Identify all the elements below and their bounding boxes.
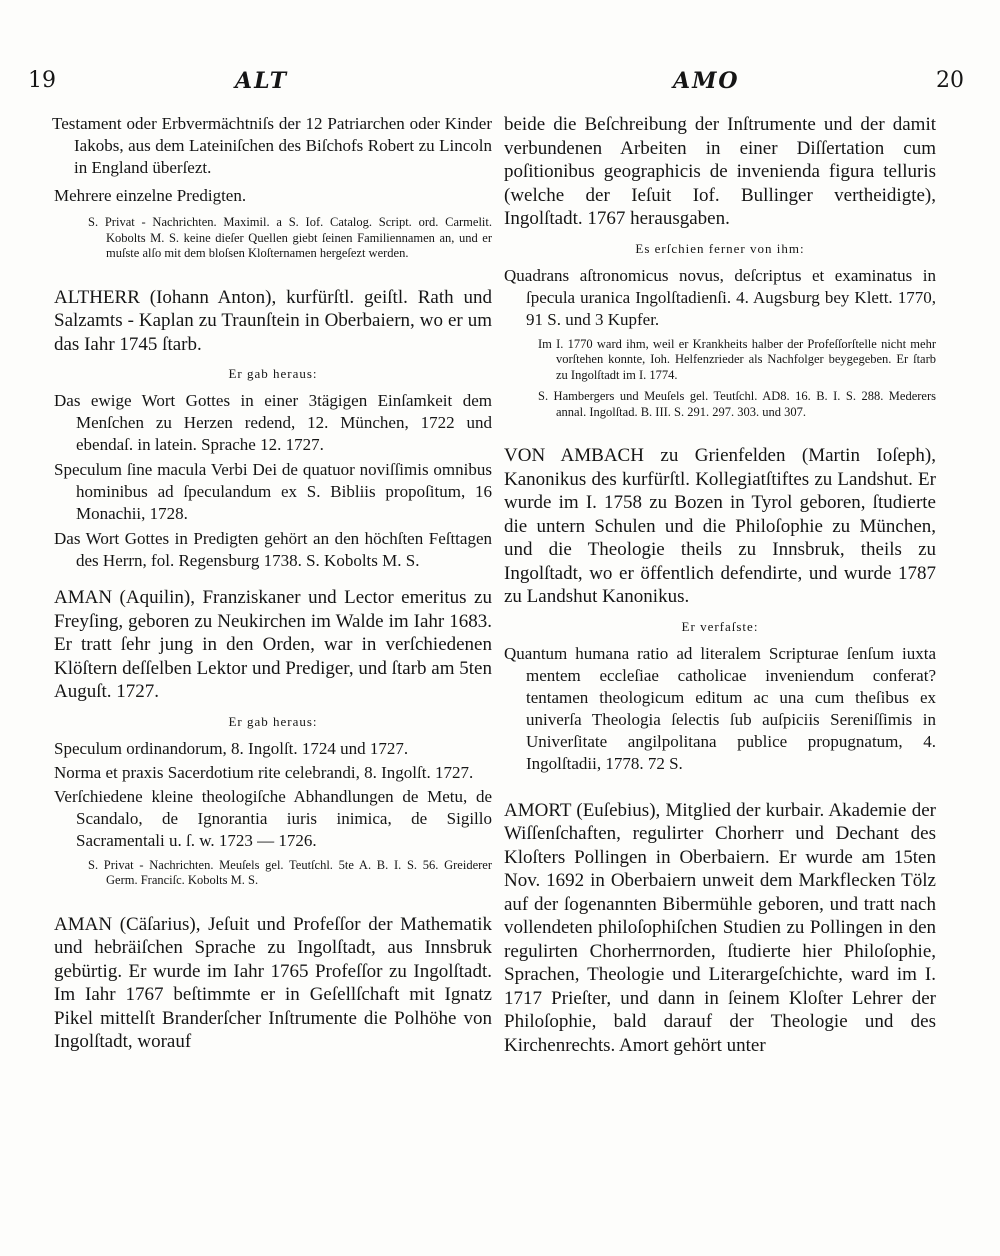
work-item: Quantum humana ratio ad literalem Scripturae ſenſum iuxta mentem eccleſiae catholicae inveniendum conferat? tentamen theologicum editum ac una cum theſibus ex univerſa Theologia ſelectis ſub auſpiciis Sereniſſimis in Univerſitate angilpolitana publice propugnatum, 4. Ingolſtadii, 1778. 72 S.: [504, 643, 936, 773]
work-item: Quadrans aſtronomicus novus, deſcriptus et examinatus in ſpecula uranica Ingolſtadienſi. 4. Augsburg bey Klett. 1770, 91 S. und 3 Kupfer.: [504, 265, 936, 329]
entry-text: (Iohann Anton), kurfürſtl. geiſtl. Rath und Salzamts - Kaplan zu Traunſtein in Oberbaiern, wo er um das Iahr 1745 ſtarb.: [54, 286, 492, 355]
work-item: Speculum ſine macula Verbi Dei de quatuor noviſſimis omnibus hominibus ad ſpeculandum ex S. Bibliis propoſitum, 16 Monachii, 1728.: [54, 460, 492, 523]
work-item: Mehrere einzelne Predigten.: [54, 186, 247, 205]
work-item: Das Wort Gottes in Predigten gehört an den höchſten Feſttagen des Herrn, fol. Regensburg 1738. S. Kobolts M. S.: [54, 529, 492, 570]
entry-amort: [504, 799, 936, 1058]
entry-name: ALTHERR: [54, 286, 140, 308]
entry-name: VON AMBACH: [504, 445, 644, 466]
source-note: S. Hambergers und Meuſels gel. Teutſchl. AD8. 16. B. I. S. 288. Mederers annal. Ingolſtad. B. III. S. 291. 297. 303. und 307.: [538, 389, 936, 419]
section-caption: Es erſchien ferner von ihm:: [635, 240, 805, 256]
source-note: S. Privat - Nachrichten. Maximil. a S. Iof. Catalog. Script. ord. Carmelit. Kobolts M. S. keine dieſer Quellen giebt ſeinen Familiennamen an, und er muſste alſo mit dem bloſsen Kloſternamen hergeſezt werden.: [88, 215, 492, 260]
section-caption: Er gab heraus:: [228, 366, 318, 381]
entry-aman-aquilin: [54, 586, 492, 704]
entry-von-ambach: [504, 444, 936, 609]
entry-text: (Euſebius), Mitglied der kurbair. Akademie der Wiſſenſchaften, regulirter Chorherr und Dechant des Kloſters Pollingen in Oberbaiern. Er wurde am 15ten Nov. 1692 in Oberbaiern unweit dem Markflecken Tölz auf der ſogenannten Bibermühle geboren, und tratt nach vollendeten philoſophiſchen Studien zu Pollingen in den regulirten Chorherrnorden, ſtudierte hier Philoſophie, Sprachen, Theologie und Literargeſchichte, ward im I. 1717 Prieſter, und dann in ſeinem Kloſter Lehrer der Philoſophie, bald darauf der Theologie und des Kirchenrechts. Amort gehört unter: [504, 799, 936, 1056]
left-column: [54, 113, 492, 1054]
entry-continuation: beide die Beſchreibung der Inſtrumente und der damit verbundenen Arbeiten in einer Diſſertation cum poſitionibus geographicis de invenienda figura telluris (welche der Ieſuit Iof. Bullinger vertheidigte), Ingolſtadt. 1767 herausgaben.: [504, 114, 936, 229]
running-head-left: ALT: [235, 68, 289, 94]
work-item: Speculum ordinandorum, 8. Ingolſt. 1724 und 1727.: [54, 738, 409, 758]
entry-aman-caesarius: [54, 913, 492, 1054]
entry-name: AMORT: [504, 799, 572, 821]
entry-text: zu Grienfelden (Martin Ioſeph), Kanonikus des kurfürſtl. Kollegiatſtiftes zu Landshut. Er wurde im I. 1758 zu Bozen in Tyrol geboren, ſtudierte die untern Schulen und die Philoſophie zu München, und die Theologie theils zu Innsbruk, theils zu Ingolſtadt, wo er öffentlich defendirte, und wurde 1787 zu Landshut Kanonikus.: [504, 445, 936, 607]
page-number-left: 19: [28, 68, 56, 93]
entry-text: (Cäſarius), Jeſuit und Profeſſor der Mathematik und hebräiſchen Sprache zu Ingolſtadt, aus Innsbruk gebürtig. Er wurde im Iahr 1765 Profeſſor zu Ingolſtadt. Im Iahr 1767 beſtimmte er in Geſellſchaft mit Ignatz Pikel mittelſt Branderſcher Inſtrumente die Polhöhe von Ingolſtadt, worauf: [54, 913, 492, 1052]
entry-name: AMAN: [54, 913, 113, 935]
section-caption: Er verfaſste:: [681, 618, 759, 634]
work-item: Testament oder Erbvermächtniſs der 12 Patriarchen oder Kinder Iakobs, aus dem Lateiniſchen des Biſchofs Robert zu Lincoln in England überſezt.: [52, 114, 492, 177]
work-item: Norma et praxis Sacerdotium rite celebrandi, 8. Ingolſt. 1727.: [54, 762, 474, 782]
section-caption: Er gab heraus:: [228, 713, 318, 729]
page-number-right: 20: [936, 68, 964, 93]
work-item: Verſchiedene kleine theologiſche Abhandlungen de Metu, de Scandalo, de Ignorantia iuris inimica, de Sigillo Sacramentali u. ſ. w. 1723 — 1726.: [54, 786, 492, 850]
work-item: Das ewige Wort Gottes in einer 3tägigen Einſamkeit dem Menſchen zu Herzen redend, 12. München, 1722 und ebendaſ. in latein. Sprache 12. 1727.: [54, 391, 492, 454]
entry-name: AMAN: [54, 587, 113, 608]
entry-altherr: [54, 286, 492, 357]
source-note: S. Privat - Nachrichten. Meuſels gel. Teutſchl. 5te A. B. I. S. 56. Greiderer Germ. Franciſc. Kobolts M. S.: [88, 857, 492, 887]
entry-text: (Aquilin), Franziskaner und Lector emeritus zu Freyſing, geboren zu Neukirchen im Walde im Iahr 1683. Er tratt ſehr jung in den Orden, war in verſchiedenen Klöſtern deſſelben Lektor und Prediger, und ſtarb am 5ten Auguſt. 1727.: [54, 587, 492, 702]
source-note: Im I. 1770 ward ihm, weil er Krankheits halber der Profeſſorſtelle nicht mehr vorſtehen konnte, Ioh. Helfenzrieder als Nachfolger beygegeben. Er ſtarb zu Ingolſtadt im I. 1774.: [538, 336, 936, 382]
running-head-right: AMO: [673, 68, 740, 94]
right-column: [504, 113, 936, 1057]
